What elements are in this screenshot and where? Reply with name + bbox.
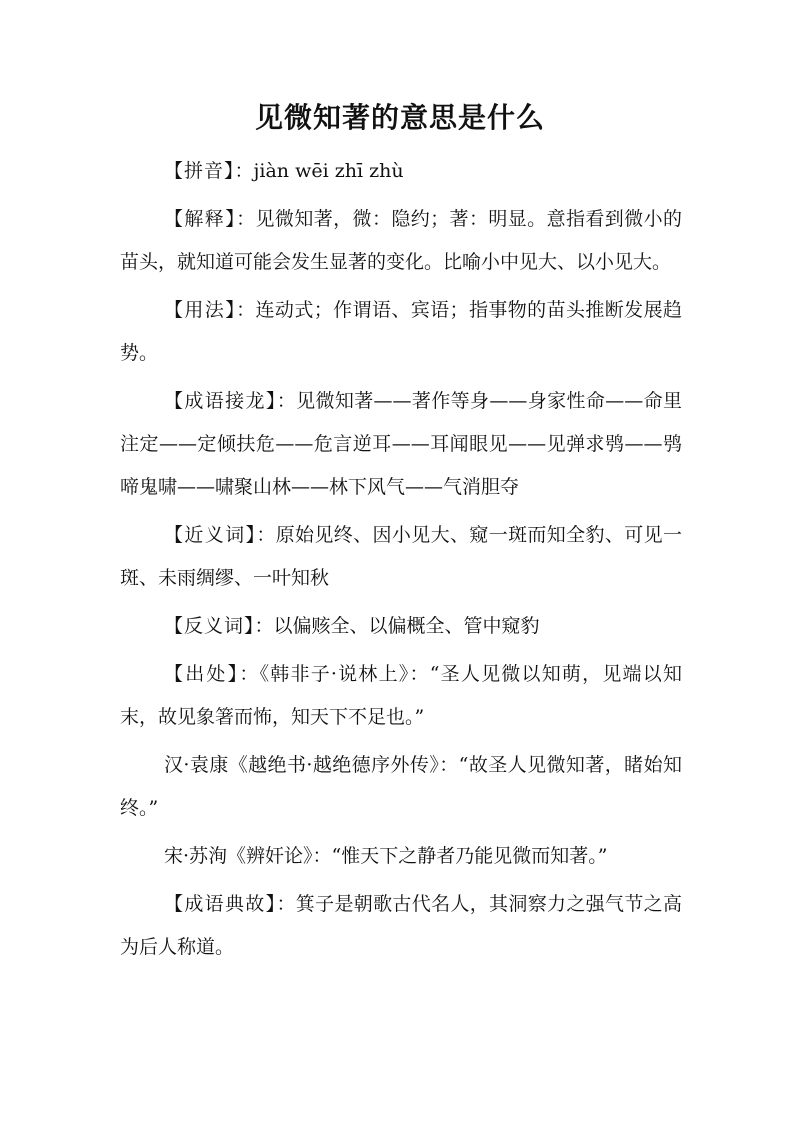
source-label: 【出处】 xyxy=(164,663,240,685)
explanation-text: ：见微知著，微：隐约；著：明显。意指看到微小的苗头，就知道可能会发生显著的变化。比喻小中见大、以小见大。 xyxy=(120,208,682,273)
story-label: 【成语典故】 xyxy=(164,893,277,915)
usage-paragraph xyxy=(120,289,682,375)
pinyin-paragraph xyxy=(120,150,682,193)
synonyms-paragraph xyxy=(120,514,682,600)
idiom-chain-text: ：见微知著——著作等身——身家性命——命里注定——定倾扶危——危言逆耳——耳闻眼见——见弹求鸮——鸮啼鬼啸——啸聚山林——林下风气——气消胆夺 xyxy=(120,390,682,498)
antonyms-label: 【反义词】 xyxy=(164,615,255,637)
idiom-chain-label: 【成语接龙】 xyxy=(164,390,277,412)
synonyms-label: 【近义词】 xyxy=(164,524,257,546)
antonyms-paragraph xyxy=(120,605,682,648)
source-text: ：《韩非子·说林上》：“圣人见微以知萌，见端以知末，故见象箸而怖，知天下不足也。” xyxy=(120,663,682,728)
story-paragraph xyxy=(120,883,682,969)
idiom-chain-paragraph xyxy=(120,380,682,509)
pinyin-label: 【拼音】 xyxy=(164,160,235,182)
explanation-label: 【解释】 xyxy=(164,208,237,230)
pinyin-text: ：jiàn wēi zhī zhù xyxy=(234,160,404,182)
document-title: 见微知著的意思是什么 xyxy=(254,101,545,134)
source-han-paragraph: 汉·袁康《越绝书·越绝德序外传》：“故圣人见微知著，睹始知终。” xyxy=(120,754,682,819)
synonyms-text: ：原始见终、因小见大、窥一斑而知全豹、可见一斑、未雨绸缪、一叶知秋 xyxy=(120,524,682,589)
usage-label: 【用法】 xyxy=(164,299,237,321)
antonyms-text: ：以偏赅全、以偏概全、管中窥豹 xyxy=(254,615,540,637)
document-body xyxy=(120,150,682,974)
explanation-paragraph xyxy=(120,198,682,284)
story-text: ：箕子是朝歌古代名人，其洞察力之强气节之高为后人称道。 xyxy=(120,893,682,958)
source-paragraph xyxy=(120,653,682,739)
source-song-paragraph: 宋·苏洵《辨奸论》：“惟天下之静者乃能见微而知著。” xyxy=(164,845,608,867)
usage-text: ：连动式；作谓语、宾语；指事物的苗头推断发展趋势。 xyxy=(120,299,682,364)
